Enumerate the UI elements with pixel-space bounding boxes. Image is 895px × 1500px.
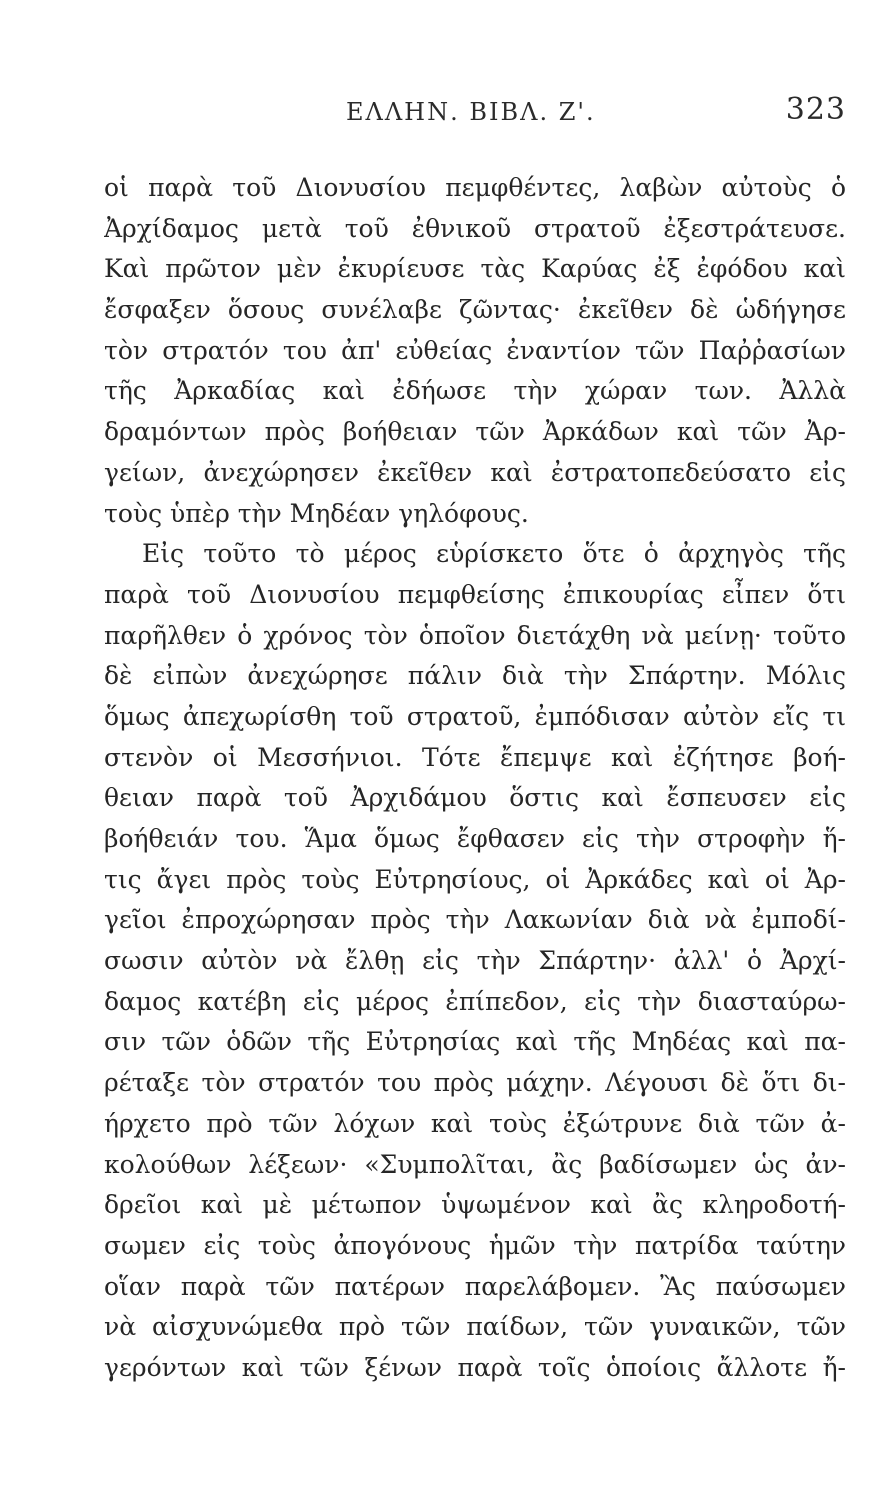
text-line: παρῆλθεν ὁ χρόνος τὸν ὁποῖον διετάχθη νὰ μείνῃ· τοῦτο: [104, 620, 846, 650]
text-line: τῆς Ἀρκαδίας καὶ ἐδήωσε τὴν χώραν των. Ἀλλὰ: [104, 376, 846, 406]
text-line: ήρχετο πρὸ τῶν λόχων καὶ τοὺς ἐξώτρυνε διὰ τῶν ἀ-: [104, 1108, 846, 1138]
text-line: γείων, ἀνεχώρησεν ἐκεῖθεν καὶ ἐστρατοπεδεύσατο εἰς: [104, 457, 846, 487]
body-text: [104, 168, 846, 1389]
text-line: βοήθειάν του. Ἅμα ὅμως ἔφθασεν εἰς τὴν στροφὴν ἥ-: [104, 824, 846, 853]
text-line: ἔσφαξεν ὅσους συνέλαβε ζῶντας· ἐκεῖθεν δὲ ὡδήγησε: [104, 295, 846, 325]
text-line: θειαν παρὰ τοῦ Ἀρχιδάμου ὅστις καὶ ἔσπευσεν εἰς: [104, 783, 846, 813]
text-line: σωμεν εἰς τοὺς ἀπογόνους ἡμῶν τὴν πατρίδα ταύτην: [104, 1230, 846, 1260]
text-line: ρέταξε τὸν στρατόν του πρὸς μάχην. Λέγουσι δὲ ὅτι δι-: [104, 1068, 846, 1098]
text-line: Ἀρχίδαμος μετὰ τοῦ ἐθνικοῦ στρατοῦ ἐξεστράτευσε.: [104, 213, 846, 243]
text-line: δὲ εἰπὼν ἀνεχώρησε πάλιν διὰ τὴν Σπάρτην. Μόλις: [104, 661, 846, 691]
text-line: τις ἄγει πρὸς τοὺς Εὐτρησίους, οἱ Ἀρκάδες καὶ οἱ Ἀρ-: [104, 864, 846, 894]
text-line: δραμόντων πρὸς βοήθειαν τῶν Ἀρκάδων καὶ τῶν Ἀρ-: [104, 417, 846, 447]
text-line: δαμος κατέβη εἰς μέρος ἐπίπεδον, εἰς τὴν διασταύρω-: [104, 986, 846, 1016]
text-line: δρεῖοι καὶ μὲ μέτωπον ὑψωμένον καὶ ἂς κληροδοτή-: [104, 1190, 846, 1220]
text-line: Καὶ πρῶτον μὲν ἐκυρίευσε τὰς Καρύας ἐξ ἐφόδου καὶ: [104, 254, 846, 284]
text-line: νὰ αἰσχυνώμεθα πρὸ τῶν παίδων, τῶν γυναικῶν, τῶν: [104, 1312, 846, 1342]
running-title: ΕΛΛΗΝ. ΒΙΒΛ. Ζ'.: [346, 98, 596, 126]
text-line: γερόντων καὶ τῶν ξένων παρὰ τοῖς ὁποίοις ἄλλοτε ἤ-: [104, 1352, 846, 1382]
running-head: [110, 90, 846, 140]
text-line: οἵαν παρὰ τῶν πατέρων παρελάβομεν. Ἂς παύσωμεν: [104, 1271, 846, 1301]
text-line: τοὺς ὑπὲρ τὴν Μηδέαν γηλόφους.: [104, 498, 529, 528]
text-line: τὸν στρατόν του ἀπ' εὐθείας ἐναντίον τῶν Παῤῥασίων: [104, 335, 846, 365]
text-line: σωσιν αὐτὸν νὰ ἔλθῃ εἰς τὴν Σπάρτην· ἀλλ' ὁ Ἀρχί-: [104, 946, 846, 976]
text-line: οἱ παρὰ τοῦ Διονυσίου πεμφθέντες, λαβὼν αὐτοὺς ὁ: [104, 173, 846, 202]
text-line: στενὸν οἱ Μεσσήνιοι. Τότε ἔπεμψε καὶ ἐζήτησε βοή-: [104, 742, 846, 772]
text-line: ὅμως ἀπεχωρίσθη τοῦ στρατοῦ, ἐμπόδισαν αὐτὸν εἴς τι: [104, 701, 846, 731]
text-line: κολούθων λέξεων· «Συμπολῖται, ἂς βαδίσωμεν ὡς ἀν-: [104, 1149, 846, 1179]
text-line: Εἰς τοῦτο τὸ μέρος εὑρίσκετο ὅτε ὁ ἀρχηγὸς τῆς: [142, 539, 846, 569]
text-line: σιν τῶν ὁδῶν τῆς Εὐτρησίας καὶ τῆς Μηδέας καὶ πα-: [104, 1027, 846, 1057]
page-number: 323: [785, 92, 846, 127]
text-line: παρὰ τοῦ Διονυσίου πεμφθείσης ἐπικουρίας εἶπεν ὅτι: [104, 579, 846, 609]
text-line: γεῖοι ἐπροχώρησαν πρὸς τὴν Λακωνίαν διὰ νὰ ἐμποδί-: [104, 905, 846, 935]
